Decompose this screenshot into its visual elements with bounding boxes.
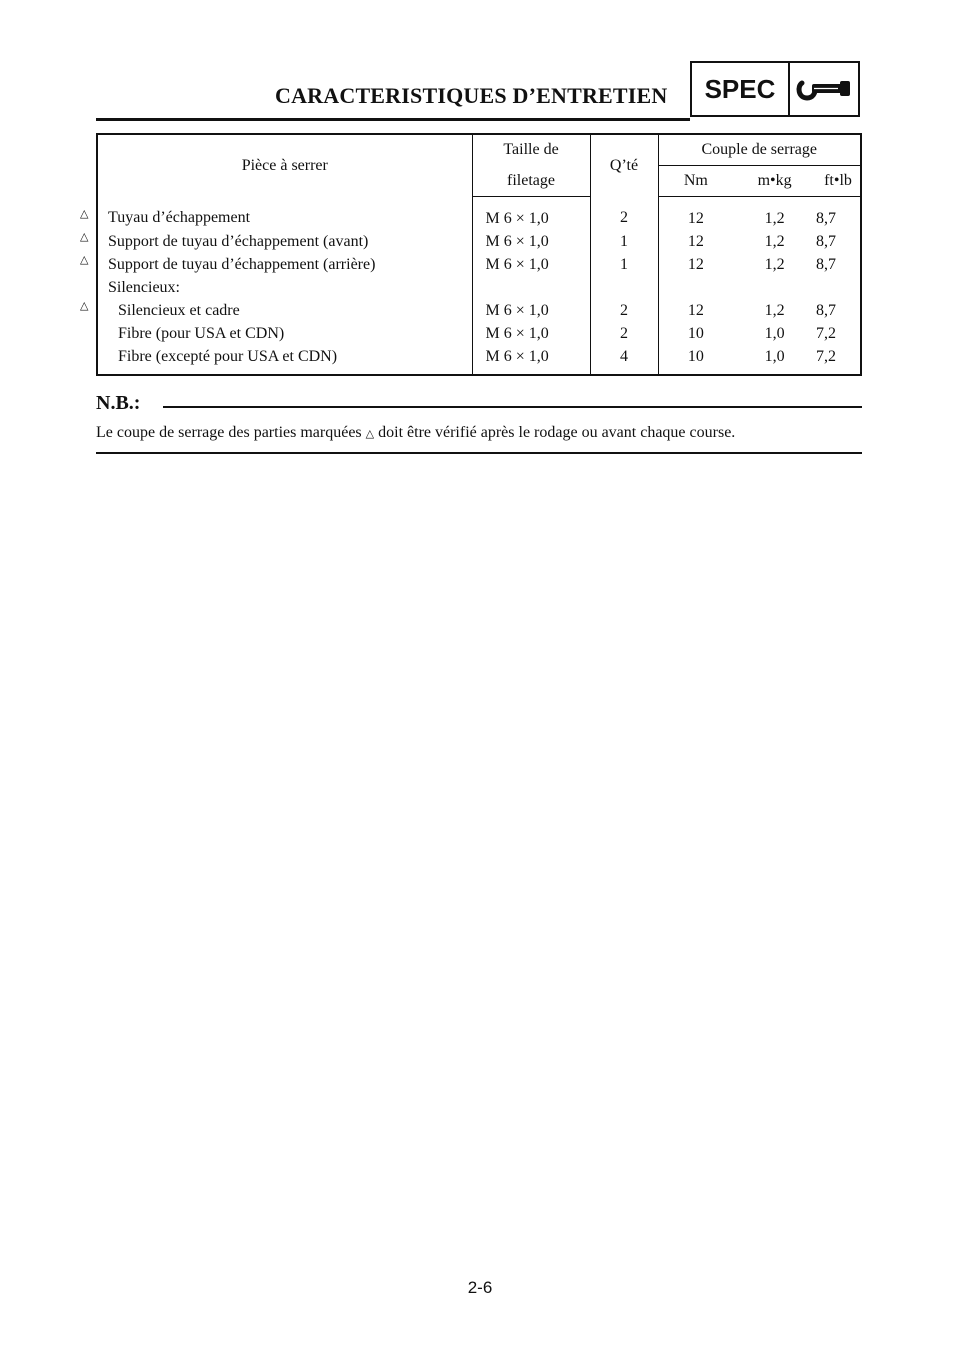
nm-cell: 10 bbox=[687, 324, 704, 342]
triangle-mark-icon: △ bbox=[80, 300, 89, 312]
triangle-mark-icon: △ bbox=[80, 208, 89, 220]
mkg-cell: 1,0 bbox=[764, 324, 785, 342]
mkg-cell bbox=[733, 276, 816, 299]
ftlb-cell: 8,7 bbox=[816, 232, 836, 250]
note-label: N.B.: bbox=[96, 392, 141, 414]
nm-cell: 12 bbox=[687, 209, 704, 227]
nm-cell: 12 bbox=[687, 255, 704, 273]
page-number: 2-6 bbox=[467, 1278, 493, 1297]
triangle-mark-icon: △ bbox=[80, 231, 89, 243]
ftlb-cell: 7,2 bbox=[816, 347, 836, 365]
torque-wrench-icon bbox=[790, 63, 858, 115]
nm-cell: 10 bbox=[687, 347, 704, 365]
thread-cell: M 6 × 1,0 bbox=[472, 345, 590, 375]
note-text-before: Le coupe de serrage des parties marquées bbox=[96, 424, 362, 441]
qty-cell bbox=[590, 276, 658, 299]
spec-badge bbox=[690, 61, 860, 117]
thread-cell: M 6 × 1,0 bbox=[472, 322, 590, 345]
part-cell: Support de tuyau d’échappement (arrière) bbox=[97, 253, 472, 276]
header-qty: Q’té bbox=[590, 134, 658, 197]
ftlb-cell: 8,7 bbox=[816, 255, 836, 273]
qty-cell: 4 bbox=[590, 345, 658, 375]
check-marks-column bbox=[80, 0, 92, 1358]
nm-cell: 12 bbox=[687, 232, 704, 250]
mkg-cell: 1,2 bbox=[764, 301, 785, 319]
qty-cell: 2 bbox=[590, 322, 658, 345]
header-thread-line2: filetage bbox=[472, 166, 590, 197]
table-row bbox=[97, 253, 861, 276]
ftlb-cell: 8,7 bbox=[816, 209, 836, 227]
thread-cell: M 6 × 1,0 bbox=[472, 230, 590, 253]
nm-cell: 12 bbox=[687, 301, 704, 319]
part-cell: Silencieux et cadre bbox=[97, 299, 472, 322]
qty-cell: 1 bbox=[590, 230, 658, 253]
table-row bbox=[97, 345, 861, 375]
table-row bbox=[97, 230, 861, 253]
ftlb-cell: 7,2 bbox=[816, 324, 836, 342]
title-rule bbox=[96, 118, 690, 121]
note-rule bbox=[163, 406, 862, 408]
mkg-cell: 1,2 bbox=[764, 209, 785, 227]
torque-spec-table bbox=[96, 133, 862, 376]
header-nm: Nm bbox=[658, 166, 733, 197]
triangle-mark-icon: △ bbox=[365, 428, 375, 440]
table-row bbox=[97, 322, 861, 345]
nm-cell bbox=[658, 276, 733, 299]
note-text-after: doit être vérifié après le rodage ou avant chaque course. bbox=[378, 424, 736, 441]
triangle-mark-icon: △ bbox=[80, 254, 89, 266]
thread-cell: M 6 × 1,0 bbox=[472, 253, 590, 276]
mkg-cell: 1,0 bbox=[764, 347, 785, 365]
header-mkg: m•kg bbox=[733, 166, 816, 197]
table-row bbox=[97, 197, 861, 231]
part-cell: Silencieux: bbox=[97, 276, 472, 299]
table-row bbox=[97, 276, 861, 299]
note-text bbox=[96, 424, 735, 442]
header-thread-line1: Taille de bbox=[472, 134, 590, 166]
part-cell: Fibre (excepté pour USA et CDN) bbox=[97, 345, 472, 375]
part-cell: Tuyau d’échappement bbox=[97, 197, 472, 231]
note-bottom-rule bbox=[96, 452, 862, 454]
mkg-cell: 1,2 bbox=[764, 255, 785, 273]
qty-cell: 2 bbox=[590, 299, 658, 322]
thread-cell: M 6 × 1,0 bbox=[472, 197, 590, 231]
ftlb-cell bbox=[816, 276, 861, 299]
thread-cell: M 6 × 1,0 bbox=[472, 299, 590, 322]
ftlb-cell: 8,7 bbox=[816, 301, 836, 319]
header-ftlb: ft•lb bbox=[816, 166, 861, 197]
header-torque: Couple de serrage bbox=[658, 134, 861, 166]
part-cell: Fibre (pour USA et CDN) bbox=[97, 322, 472, 345]
qty-cell: 1 bbox=[590, 253, 658, 276]
part-cell: Support de tuyau d’échappement (avant) bbox=[97, 230, 472, 253]
qty-cell: 2 bbox=[590, 197, 658, 231]
header-part: Pièce à serrer bbox=[97, 134, 472, 197]
spec-badge-label: SPEC bbox=[692, 63, 790, 115]
table-row bbox=[97, 299, 861, 322]
mkg-cell: 1,2 bbox=[764, 232, 785, 250]
page-title: CARACTERISTIQUES D’ENTRETIEN bbox=[275, 83, 668, 108]
thread-cell bbox=[472, 276, 590, 299]
